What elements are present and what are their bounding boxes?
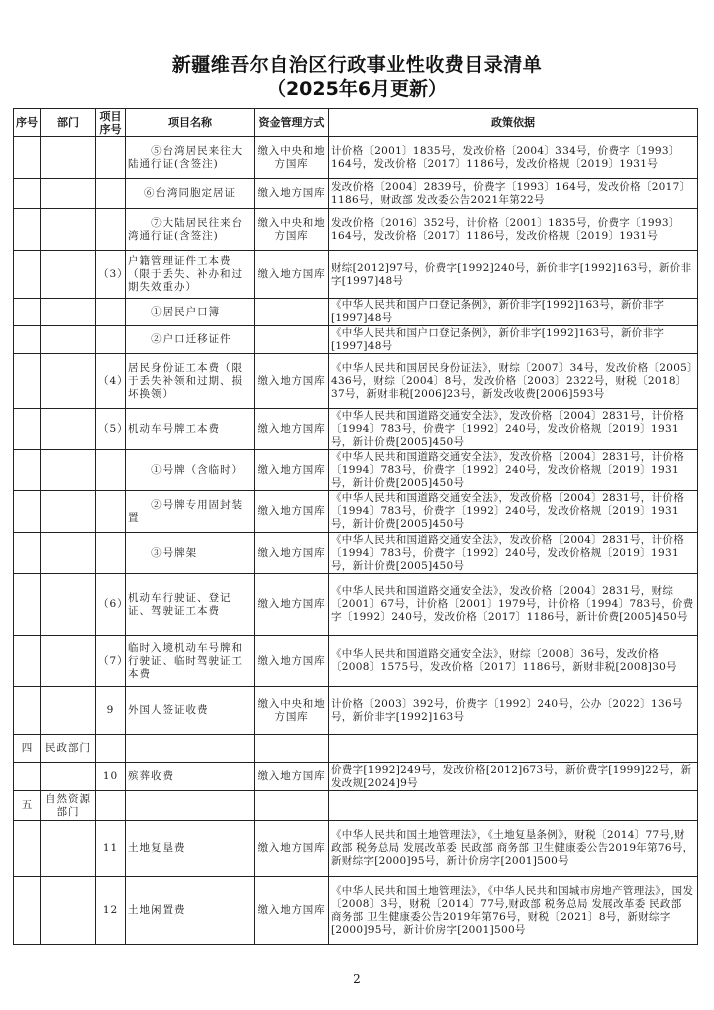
cell-item-no: [96, 533, 126, 574]
cell-item-no: 12: [96, 877, 126, 945]
cell-item-no: （5）: [96, 409, 126, 450]
cell-seq: [14, 821, 41, 877]
cell-item-no: [96, 137, 126, 179]
header-item-no: [96, 109, 126, 137]
cell-basis: 计价格〔2001〕1835号，发改价格〔2004〕334号，价费字〔1993〕164号，发改价格〔2017〕1186号，发改价格规〔2019〕1931号: [329, 137, 698, 179]
cell-basis: 财综[2012]97号，价费字[1992]240号，新价非字[1992]163号，新价非字[1997]48号: [329, 251, 698, 299]
cell-dept: [41, 763, 96, 791]
cell-fund: 缴入地方国库: [255, 636, 329, 687]
cell-item-name: 临时入境机动车号牌和行驶证、临时驾驶证工本费: [126, 636, 255, 687]
cell-seq: [14, 409, 41, 450]
fee-catalog-table: [13, 108, 698, 945]
cell-dept: [41, 209, 96, 251]
cell-dept: [41, 574, 96, 636]
cell-fund: 缴入地方国库: [255, 574, 329, 636]
page-number: 2: [353, 972, 361, 986]
cell-item-name: 户籍管理证件工本费（限于丢失、补办和过期失效重办）: [126, 251, 255, 299]
cell-seq: [14, 354, 41, 409]
cell-basis: 发改价格〔2016〕352号，计价格〔2001〕1835号，价费字〔1993〕164号，发改价格〔2017〕1186号，发改价格规〔2019〕1931号: [329, 209, 698, 251]
cell-item-name: 机动车号牌工本费: [126, 409, 255, 450]
header-policy-basis: 政策依据: [329, 109, 698, 137]
cell-dept: [41, 409, 96, 450]
cell-item-no: [96, 450, 126, 491]
cell-item-no: （4）: [96, 354, 126, 409]
table-row: [14, 299, 698, 326]
cell-basis: 《中华人民共和国居民身份证法》，财综〔2007〕34号，发改价格〔2005〕436号，财综〔2004〕8号，发改价格〔2003〕2322号，财税〔2018〕37号，新财非税[2006]23号，新发改收费[2006]593号: [329, 354, 698, 409]
cell-basis: 《中华人民共和国户口登记条例》，新价非字[1992]163号，新价非字[1997]48号: [329, 299, 698, 326]
cell-item-no: 10: [96, 763, 126, 791]
cell-item-name: 居民身份证工本费（限于丢失补领和过期、损坏换领）: [126, 354, 255, 409]
cell-item-no: （6）: [96, 574, 126, 636]
cell-basis: 《中华人民共和国道路交通安全法》，发改价格〔2004〕2831号，计价格〔1994〕783号，价费字〔1992〕240号，发改价格规〔2019〕1931号，新计价费[2005]450号: [329, 409, 698, 450]
cell-item-no: [96, 326, 126, 354]
cell-seq: [14, 877, 41, 945]
table-row: [14, 763, 698, 791]
cell-basis: 发改价格〔2004〕2839号，价费字〔1993〕164号，发改价格〔2017〕1186号，财政部 发改委公告2021年第22号: [329, 179, 698, 209]
table-row: [14, 877, 698, 945]
cell-dept: [41, 326, 96, 354]
cell-item-name: 土地复垦费: [126, 821, 255, 877]
cell-dept: [41, 299, 96, 326]
cell-basis: 计价格〔2003〕392号，价费字〔1992〕240号，公办〔2022〕136号号，新价非字[1992]163号: [329, 687, 698, 735]
cell-fund: [255, 299, 329, 326]
cell-fund: [255, 735, 329, 763]
cell-item-name: ②号牌专用固封装置: [126, 491, 255, 533]
cell-item-no: 9: [96, 687, 126, 735]
cell-basis: 《中华人民共和国道路交通安全法》，财综〔2008〕36号，发改价格〔2008〕1575号，发改价格〔2017〕1186号，新财非税[2008]30号: [329, 636, 698, 687]
cell-seq: [14, 179, 41, 209]
cell-item-no: [96, 491, 126, 533]
table-row: [14, 137, 698, 179]
cell-item-no: 11: [96, 821, 126, 877]
cell-dept: [41, 533, 96, 574]
cell-fund: 缴入地方国库: [255, 763, 329, 791]
table-row: [14, 209, 698, 251]
cell-basis: 《中华人民共和国道路交通安全法》，发改价格〔2004〕2831号，计价格〔1994〕783号，价费字〔1992〕240号，发改价格规〔2019〕1931号，新计价费[2005]450号: [329, 491, 698, 533]
cell-item-no: [96, 209, 126, 251]
cell-item-no: [96, 791, 126, 821]
cell-item-name: ⑤台湾居民来往大陆通行证(含签注): [126, 137, 255, 179]
cell-fund: 缴入中央和地方国库: [255, 209, 329, 251]
cell-fund: 缴入地方国库: [255, 491, 329, 533]
table-row: [14, 687, 698, 735]
table-row-section: [14, 791, 698, 821]
header-item-name: 项目名称: [126, 109, 255, 137]
cell-seq: [14, 326, 41, 354]
cell-fund: 缴入地方国库: [255, 821, 329, 877]
cell-item-name: ①号牌（含临时）: [126, 450, 255, 491]
cell-dept: [41, 687, 96, 735]
cell-seq: [14, 763, 41, 791]
table-row: [14, 354, 698, 409]
cell-basis: 价费字[1992]249号，发改价格[2012]673号，新价费字[1999]22号，新发改规[2024]9号: [329, 763, 698, 791]
cell-item-no: （7）: [96, 636, 126, 687]
cell-seq: 四: [14, 735, 41, 763]
cell-fund: [255, 326, 329, 354]
cell-basis: 《中华人民共和国土地管理法》，《土地复垦条例》，财税〔2014〕77号,财政部 税务总局 发展改革委 民政部 商务部 卫生健康委公告2019年第76号，新财综字[2000]95号，新计价房字[2001]500号: [329, 821, 698, 877]
cell-basis: [329, 791, 698, 821]
cell-item-name: ⑥台湾同胞定居证: [126, 179, 255, 209]
cell-dept: 民政部门: [41, 735, 96, 763]
table-row: [14, 251, 698, 299]
cell-seq: [14, 574, 41, 636]
cell-fund: 缴入地方国库: [255, 409, 329, 450]
cell-fund: [255, 791, 329, 821]
cell-fund: 缴入中央和地方国库: [255, 687, 329, 735]
table-row: [14, 533, 698, 574]
cell-item-no: （3）: [96, 251, 126, 299]
cell-seq: [14, 251, 41, 299]
cell-item-name: 土地闲置费: [126, 877, 255, 945]
cell-fund: 缴入地方国库: [255, 877, 329, 945]
table-row-section: [14, 735, 698, 763]
cell-dept: 自然资源部门: [41, 791, 96, 821]
table-row: [14, 636, 698, 687]
cell-item-name: [126, 735, 255, 763]
cell-seq: [14, 491, 41, 533]
cell-fund: 缴入地方国库: [255, 179, 329, 209]
table-row: [14, 326, 698, 354]
table-row: [14, 491, 698, 533]
cell-basis: 《中华人民共和国户口登记条例》，新价非字[1992]163号，新价非字[1997]48号: [329, 326, 698, 354]
table-row: [14, 821, 698, 877]
cell-seq: [14, 209, 41, 251]
cell-dept: [41, 491, 96, 533]
cell-seq: [14, 299, 41, 326]
table-row: [14, 574, 698, 636]
cell-basis: 《中华人民共和国道路交通安全法》，发改价格〔2004〕2831号，财综〔2001〕67号，计价格〔2001〕1979号，计价格〔1994〕783号，价费字〔1992〕240号，发改价格〔2017〕1186号，新计价费[2005]450号: [329, 574, 698, 636]
header-item-no-line2: 序号: [99, 122, 122, 136]
cell-basis: 《中华人民共和国道路交通安全法》，发改价格〔2004〕2831号，计价格〔1994〕783号，价费字〔1992〕240号，发改价格规〔2019〕1931号，新计价费[2005]450号: [329, 450, 698, 491]
cell-dept: [41, 821, 96, 877]
cell-dept: [41, 137, 96, 179]
cell-fund: 缴入地方国库: [255, 450, 329, 491]
header-fund-management: 资金管理方式: [255, 109, 329, 137]
cell-fund: 缴入地方国库: [255, 251, 329, 299]
table-header-row: [14, 109, 698, 137]
cell-dept: [41, 251, 96, 299]
cell-seq: [14, 450, 41, 491]
table-row: [14, 409, 698, 450]
cell-dept: [41, 877, 96, 945]
cell-item-no: [96, 299, 126, 326]
cell-item-name: ⑦大陆居民往来台湾通行证(含签注): [126, 209, 255, 251]
cell-seq: [14, 137, 41, 179]
document-subtitle: （2025年6月更新）: [266, 78, 448, 100]
cell-item-no: [96, 735, 126, 763]
cell-item-name: 殡葬收费: [126, 763, 255, 791]
cell-seq: [14, 687, 41, 735]
cell-seq: [14, 533, 41, 574]
cell-item-name: ③号牌架: [126, 533, 255, 574]
cell-item-name: 机动车行驶证、登记证、驾驶证工本费: [126, 574, 255, 636]
cell-dept: [41, 354, 96, 409]
table-row: [14, 179, 698, 209]
table-row: [14, 450, 698, 491]
cell-fund: 缴入中央和地方国库: [255, 137, 329, 179]
cell-dept: [41, 179, 96, 209]
cell-item-no: [96, 179, 126, 209]
cell-fund: 缴入地方国库: [255, 533, 329, 574]
cell-basis: 《中华人民共和国道路交通安全法》，发改价格〔2004〕2831号，计价格〔1994〕783号，价费字〔1992〕240号，发改价格规〔2019〕1931号，新计价费[2005]450号: [329, 533, 698, 574]
cell-item-name: [126, 791, 255, 821]
cell-item-name: ②户口迁移证件: [126, 326, 255, 354]
cell-dept: [41, 450, 96, 491]
cell-basis: 《中华人民共和国土地管理法》，《中华人民共和国城市房地产管理法》，国发〔2008〕3号，财税〔2014〕77号,财政部 税务总局 发展改革委 民政部 商务部 卫生健康委公告2019年第76号，财税〔2021〕8号，新财综字[2000]95号，新计价房字[2001]500号: [329, 877, 698, 945]
cell-basis: [329, 735, 698, 763]
header-dept: 部门: [41, 109, 96, 137]
cell-seq: [14, 636, 41, 687]
header-item-no-line1: 项目: [99, 109, 122, 123]
cell-seq: 五: [14, 791, 41, 821]
cell-dept: [41, 636, 96, 687]
cell-fund: 缴入地方国库: [255, 354, 329, 409]
cell-item-name: 外国人签证收费: [126, 687, 255, 735]
cell-item-name: ①居民户口簿: [126, 299, 255, 326]
header-seq: 序号: [14, 109, 41, 137]
document-title: 新疆维吾尔自治区行政事业性收费目录清单: [171, 54, 543, 76]
